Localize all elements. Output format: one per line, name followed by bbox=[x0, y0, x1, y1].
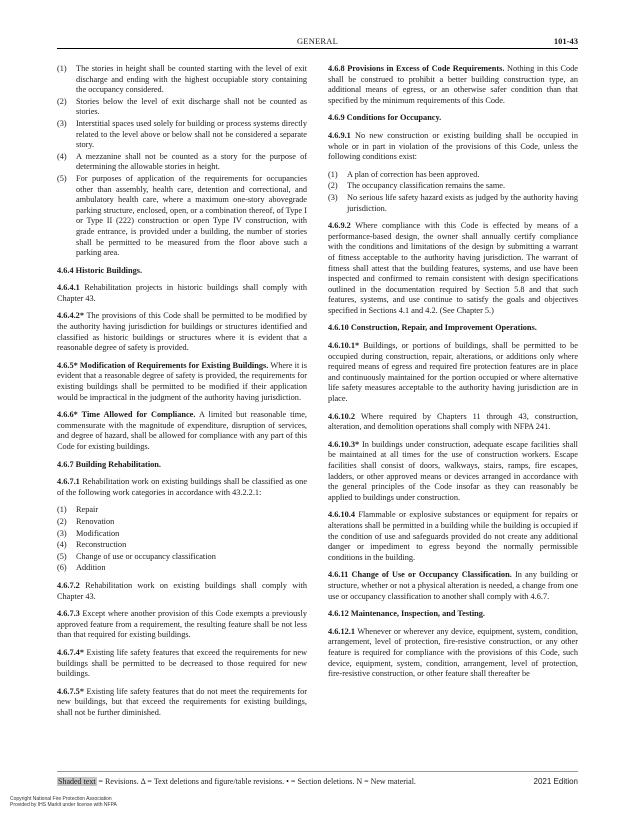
story-rules-list bbox=[57, 64, 307, 259]
list-item-text: Addition bbox=[76, 563, 106, 573]
paragraph bbox=[57, 410, 307, 452]
paragraph-number: 4.6.5* Modification of Requirements for Existing Buildings. bbox=[57, 360, 269, 370]
list-item bbox=[328, 193, 578, 214]
paragraph-text: Except where another provision of this Code exempts a previously approved feature from a requirement, the resulting feature shall be not less than that required for existing buildings. bbox=[57, 609, 307, 640]
list-item bbox=[57, 563, 307, 574]
paragraph-text: Where compliance with this Code is effected by means of a performance-based design, the owner shall annually certify compliance with the conditions and limitations of the design by submitting a warrant of fitness acceptable to the authority having jurisdiction. The warrant of fitness shall attest that the building features, systems, and use have been inspected and confirmed to remain consistent with design specifications outlined in the documentation required by Section 5.8 and that such features, systems, and use continue to satisfy the goals and objectives specified in Sections 4.1 and 4.2. (See Chapter 5.) bbox=[328, 221, 578, 315]
right-column bbox=[328, 64, 578, 687]
list-item bbox=[57, 552, 307, 563]
paragraph-number: 4.6.7.4* bbox=[57, 647, 84, 657]
edition-label: 2021 Edition bbox=[533, 777, 578, 786]
revision-legend bbox=[57, 777, 416, 786]
list-item bbox=[57, 152, 307, 173]
list-item-text: Stories below the level of exit discharge shall not be counted as stories. bbox=[76, 96, 307, 117]
list-item-text: The occupancy classification remains the same. bbox=[347, 181, 506, 191]
list-item-text: Change of use or occupancy classification bbox=[76, 551, 216, 561]
page-number: 101-43 bbox=[553, 36, 578, 46]
occupancy-conditions-list bbox=[328, 170, 578, 214]
paragraph-text: A limited but reasonable time, commensurate with the magnitude of expenditure, disruption of services, and degree of hazard, shall be allowed for compliance with any part of this Code for existing buildings. bbox=[57, 410, 307, 451]
list-item bbox=[328, 170, 578, 181]
paragraph bbox=[57, 311, 307, 353]
list-item-number: (1) bbox=[57, 64, 67, 73]
header-title: GENERAL bbox=[296, 36, 339, 46]
paragraph bbox=[57, 283, 307, 304]
list-item-number: (4) bbox=[57, 151, 67, 161]
list-item bbox=[57, 529, 307, 540]
paragraph-number: 4.6.12.1 bbox=[328, 626, 355, 636]
paragraph-text: Nothing in this Code shall be construed to prohibit a better building construction type, an additional means of egress, or an otherwise safer condition than that specified by the minimum requirements of this Code. bbox=[328, 64, 578, 105]
paragraph-text: Where it is evident that a reasonable degree of safety is provided, the requirements for existing buildings shall be permitted to be modified if their application would be impractical in the judgment of the authority having jurisdiction. bbox=[57, 360, 307, 402]
list-item-text: Renovation bbox=[76, 516, 115, 526]
paragraph bbox=[328, 570, 578, 602]
paragraph-number: 4.6.6* Time Allowed for Compliance. bbox=[57, 410, 196, 420]
paragraph bbox=[57, 648, 307, 680]
list-item bbox=[57, 174, 307, 259]
paragraph-number: 4.6.10.2 bbox=[328, 411, 355, 421]
paragraph-text: Existing life safety features that exceed the requirements for new buildings shall be permitted to be decreased to those required for new buildings. bbox=[57, 647, 307, 679]
paragraph-text: Whenever or wherever any device, equipment, system, condition, arrangement, level of protection, fire-resistive construction, or any other feature is required for compliance with the provisions of this Code, such device, equipment, system, condition, arrangement, level of protection, fire-resistive construction, or other feature shall thereafter be bbox=[328, 626, 578, 679]
paragraph bbox=[328, 510, 578, 563]
paragraph-text: Rehabilitation work on existing buildings shall be classified as one of the following work categories in accordance with 43.2.2.1: bbox=[57, 477, 307, 497]
paragraph-text: No new construction or existing building shall be occupied in whole or in part in violation of the provisions of this Code, unless the following conditions exist: bbox=[328, 130, 578, 162]
paragraph bbox=[328, 341, 578, 405]
list-item-number: (2) bbox=[57, 96, 67, 106]
paragraph-number: 4.6.11 Change of Use or Occupancy Classification. bbox=[328, 570, 512, 580]
page-header bbox=[57, 32, 578, 49]
list-item-text: Interstitial spaces used solely for building or process systems directly related to the level above or below shall not be considered a separate story. bbox=[76, 118, 307, 150]
left-column bbox=[57, 64, 307, 725]
section-heading: 4.6.12 Maintenance, Inspection, and Testing. bbox=[328, 609, 485, 619]
paragraph-text: Existing life safety features that do not meet the requirements for new buildings, but that exceed the requirements for existing buildings, shall not be further diminished. bbox=[57, 686, 307, 717]
list-item-number: (1) bbox=[57, 505, 67, 515]
list-item-number: (5) bbox=[57, 551, 67, 561]
paragraph-number: 4.6.7.3 bbox=[57, 609, 80, 619]
list-item-number: (1) bbox=[328, 169, 338, 179]
list-item bbox=[57, 517, 307, 528]
paragraph-number: 4.6.9.2 bbox=[328, 221, 351, 231]
list-item bbox=[57, 97, 307, 118]
paragraph-number: 4.6.9.1 bbox=[328, 130, 351, 140]
list-item bbox=[57, 540, 307, 551]
paragraph bbox=[328, 64, 578, 106]
paragraph bbox=[57, 477, 307, 498]
section-heading: 4.6.7 Building Rehabilitation. bbox=[57, 459, 161, 469]
paragraph-number: 4.6.10.4 bbox=[328, 510, 355, 520]
paragraph-text: Where required by Chapters 11 through 43, construction, alteration, and demolition operations shall comply with NFPA 241. bbox=[328, 411, 578, 432]
list-item-number: (3) bbox=[57, 528, 67, 538]
paragraph-number: 4.6.7.5* bbox=[57, 686, 84, 696]
copyright-line: Copyright National Fire Protection Association bbox=[10, 796, 112, 802]
paragraph bbox=[57, 361, 307, 403]
list-item-number: (2) bbox=[328, 181, 338, 191]
paragraph bbox=[328, 627, 578, 680]
paragraph-number: 4.6.8 Provisions in Excess of Code Requirements. bbox=[328, 64, 505, 73]
shaded-text-sample: Shaded text bbox=[58, 777, 96, 786]
paragraph bbox=[57, 609, 307, 641]
paragraph-text: In buildings under construction, adequate escape facilities shall be maintained at all times for the use of construction workers. Escape facilities shall consist of doors, walkways, stairs, ramps, fire escapes, ladders, or other approved means or devices arranged in accordance with the general principles of the Code insofar as they can reasonably be applied to buildings under construction. bbox=[328, 439, 578, 502]
paragraph-number: 4.6.4.1 bbox=[57, 283, 80, 293]
section-heading: 4.6.4 Historic Buildings. bbox=[57, 265, 143, 275]
paragraph-text: Buildings, or portions of buildings, shall be permitted to be occupied during construction, repair, alterations, or additions only where required means of egress and required fire protection features are in place and continuously maintained for the portion occupied or where alternative life safety measures acceptable to the authority having jurisdiction are in place. bbox=[328, 341, 578, 404]
list-item-number: (3) bbox=[57, 118, 67, 128]
list-item-text: A plan of correction has been approved. bbox=[347, 169, 480, 179]
list-item-number: (3) bbox=[328, 192, 338, 202]
paragraph bbox=[328, 412, 578, 433]
copyright-notice bbox=[10, 796, 117, 809]
paragraph-number: 4.6.7.1 bbox=[57, 477, 80, 487]
list-item-number: (4) bbox=[57, 540, 67, 550]
license-line: Provided by IHS Markit under license with NFPA bbox=[10, 802, 117, 809]
page-footer bbox=[57, 771, 578, 786]
list-item-number: (5) bbox=[57, 173, 67, 183]
section-heading: 4.6.10 Construction, Repair, and Improvement Operations. bbox=[328, 323, 537, 333]
paragraph bbox=[328, 440, 578, 504]
paragraph-number: 4.6.7.2 bbox=[57, 580, 80, 590]
paragraph-number: 4.6.10.3* bbox=[328, 439, 360, 449]
list-item bbox=[57, 505, 307, 516]
paragraph-text: In any building or structure, whether or not a physical alteration is needed, a change from one use or occupancy classification to another shall comply with 4.6.7. bbox=[328, 570, 578, 601]
paragraph bbox=[57, 687, 307, 719]
list-item-number: (6) bbox=[57, 563, 67, 573]
work-categories-list bbox=[57, 505, 307, 574]
section-heading: 4.6.9 Conditions for Occupancy. bbox=[328, 113, 442, 123]
legend-text: = Revisions. Δ = Text deletions and figure/table revisions. • = Section deletions. N = New material. bbox=[98, 777, 416, 786]
list-item-text: Reconstruction bbox=[76, 540, 127, 550]
paragraph bbox=[57, 581, 307, 602]
paragraph-text: The provisions of this Code shall be permitted to be modified by the authority having jurisdiction for buildings or structures identified and classified as historic buildings or structures where it is evident that a reasonable degree of safety is provided. bbox=[57, 311, 307, 353]
paragraph-text: Rehabilitation projects in historic buildings shall comply with Chapter 43. bbox=[57, 283, 307, 303]
list-item-text: For purposes of application of the requirements for occupancies other than assembly, health care, detention and correctional, and ambulatory health care, where a maximum one-story abovegrade parking structure, enclosed, open, or a combination thereof, of Type I or Type II (222) construction or open Type IV construction, with grade entrance, is provided under a building, the number of stories shall be permitted to be measured from the floor above such a parking area. bbox=[76, 173, 307, 258]
list-item bbox=[57, 119, 307, 151]
list-item bbox=[328, 181, 578, 192]
list-item-text: Modification bbox=[76, 528, 120, 538]
list-item-text: The stories in height shall be counted starting with the level of exit discharge and ending with the highest occupiable story containing the occupancy considered. bbox=[76, 64, 307, 95]
paragraph-number: 4.6.10.1* bbox=[328, 341, 360, 351]
list-item-text: Repair bbox=[76, 505, 99, 515]
paragraph-text: Flammable or explosive substances or equipment for repairs or alterations shall be permitted in a building while the building is occupied if the condition of use and safeguards provided do not create any additional danger or impediment to egress beyond the normally permissible conditions in the building. bbox=[328, 510, 578, 562]
paragraph bbox=[328, 221, 578, 316]
paragraph bbox=[328, 131, 578, 163]
list-item bbox=[57, 64, 307, 96]
paragraph-text: Rehabilitation work on existing buildings shall comply with Chapter 43. bbox=[57, 580, 307, 601]
list-item-number: (2) bbox=[57, 516, 67, 526]
list-item-text: A mezzanine shall not be counted as a story for the purpose of determining the allowable stories in height. bbox=[76, 151, 307, 172]
list-item-text: No serious life safety hazard exists as judged by the authority having jurisdiction. bbox=[347, 192, 578, 213]
paragraph-number: 4.6.4.2* bbox=[57, 311, 84, 321]
